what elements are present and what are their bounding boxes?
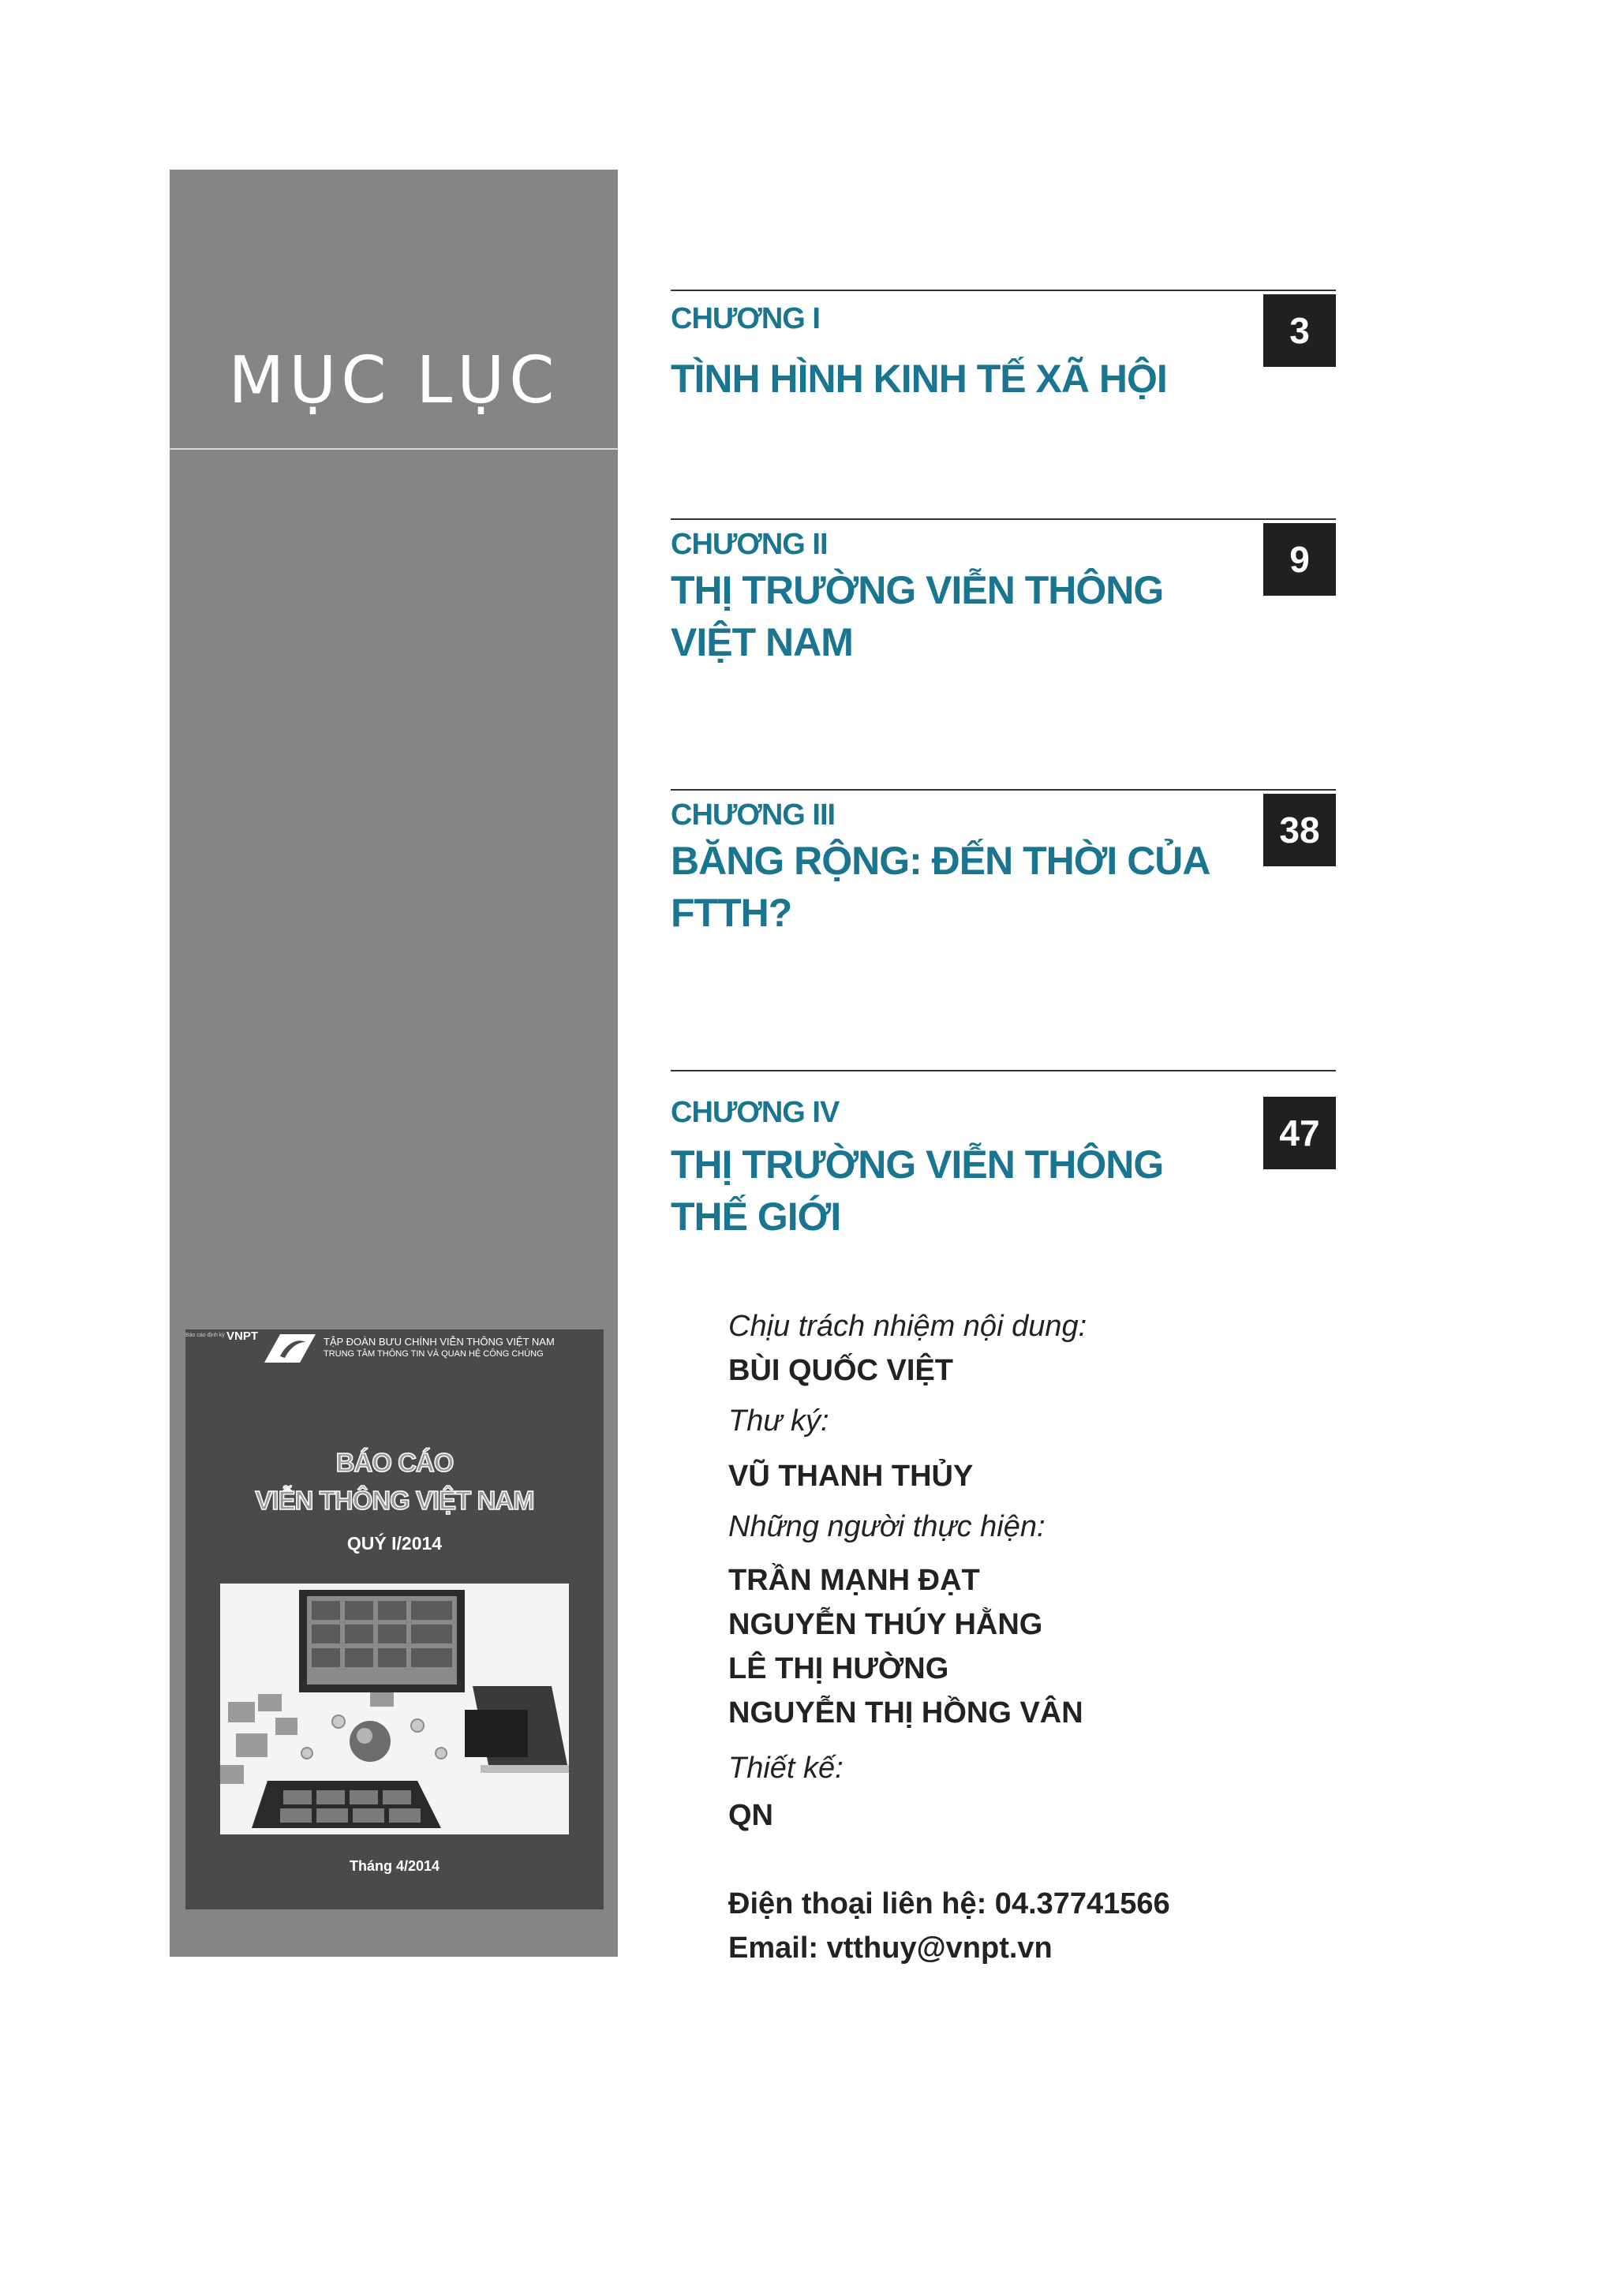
contact-phone: Điện thoại liên hệ: 04.37741566 xyxy=(728,1887,1170,1920)
contact-email[interactable]: Email: vtthuy@vnpt.vn xyxy=(728,1931,1053,1965)
cover-title-line2: VIỄN THÔNG VIỆT NAM xyxy=(255,1486,534,1515)
cover-header xyxy=(185,1329,604,1369)
chapter-title-line2: VIỆT NAM xyxy=(671,620,853,664)
design-name: QN xyxy=(728,1799,773,1832)
chapter-label: CHƯƠNG IV xyxy=(671,1096,840,1129)
chapter-entry-1[interactable] xyxy=(671,290,1336,447)
chapter-title-line2: THẾ GIỚI xyxy=(671,1195,841,1239)
chapter-page-number: 47 xyxy=(1263,1097,1336,1169)
content-responsible-name: BÙI QUỐC VIỆT xyxy=(728,1354,954,1387)
cover-devices-illustration xyxy=(220,1584,569,1834)
cover-org-line2: TRUNG TÂM THÔNG TIN VÀ QUAN HỆ CÔNG CHÚNG xyxy=(324,1349,544,1359)
chapter-title-line1: TÌNH HÌNH KINH TẾ XÃ HỘI xyxy=(671,357,1167,401)
chapter-page-number: 38 xyxy=(1263,794,1336,866)
content-responsible-label: Chịu trách nhiệm nội dung: xyxy=(728,1310,1087,1343)
page-title: MỤC LỤC xyxy=(228,343,559,418)
contributor-name: NGUYỄN THÚY HẰNG xyxy=(728,1608,1043,1641)
contributors-label: Những người thực hiện: xyxy=(728,1510,1046,1543)
chapter-divider xyxy=(671,1070,1336,1071)
chapter-entry-4[interactable] xyxy=(671,1070,1336,1275)
chapter-page-number: 9 xyxy=(1263,523,1336,596)
cover-quarter: QUÝ I/2014 xyxy=(346,1533,443,1554)
cover-title-line1: BÁO CÁO xyxy=(335,1448,454,1477)
chapter-divider xyxy=(671,518,1336,520)
sidebar-panel xyxy=(170,170,618,1957)
chapter-label: CHƯƠNG III xyxy=(671,798,836,832)
secretary-label: Thư ký: xyxy=(728,1404,829,1438)
chapter-label: CHƯƠNG I xyxy=(671,302,820,335)
chapter-label: CHƯƠNG II xyxy=(671,528,828,561)
chapter-divider xyxy=(671,789,1336,791)
cover-date: Tháng 4/2014 xyxy=(349,1858,440,1874)
chapter-divider xyxy=(671,290,1336,291)
chapter-title-line2: FTTH? xyxy=(671,891,792,935)
chapter-title-line1: THỊ TRƯỜNG VIỄN THÔNG xyxy=(671,1142,1164,1187)
report-cover-thumbnail xyxy=(185,1329,604,1909)
contributor-name: TRẦN MẠNH ĐẠT xyxy=(728,1564,980,1597)
design-label: Thiết kế: xyxy=(728,1752,844,1785)
chapter-entry-3[interactable] xyxy=(671,789,1336,970)
cover-brand: VNPT xyxy=(226,1329,259,1343)
cover-org-line1: TẬP ĐOÀN BƯU CHÍNH VIỄN THÔNG VIỆT NAM xyxy=(324,1336,555,1348)
chapter-title-line1: BĂNG RỘNG: ĐẾN THỜI CỦA xyxy=(671,839,1210,883)
sidebar-divider xyxy=(170,448,618,450)
cover-small-text: Báo cáo định kỳ xyxy=(185,1333,225,1338)
contributor-name: LÊ THỊ HƯỜNG xyxy=(728,1652,949,1685)
secretary-name: VŨ THANH THỦY xyxy=(728,1460,974,1493)
chapter-title-line1: THỊ TRƯỜNG VIỄN THÔNG xyxy=(671,568,1164,612)
chapter-entry-2[interactable] xyxy=(671,518,1336,700)
chapter-page-number: 3 xyxy=(1263,294,1336,367)
contributor-name: NGUYỄN THỊ HỒNG VÂN xyxy=(728,1696,1083,1729)
vnpt-logo-icon xyxy=(256,1333,316,1364)
